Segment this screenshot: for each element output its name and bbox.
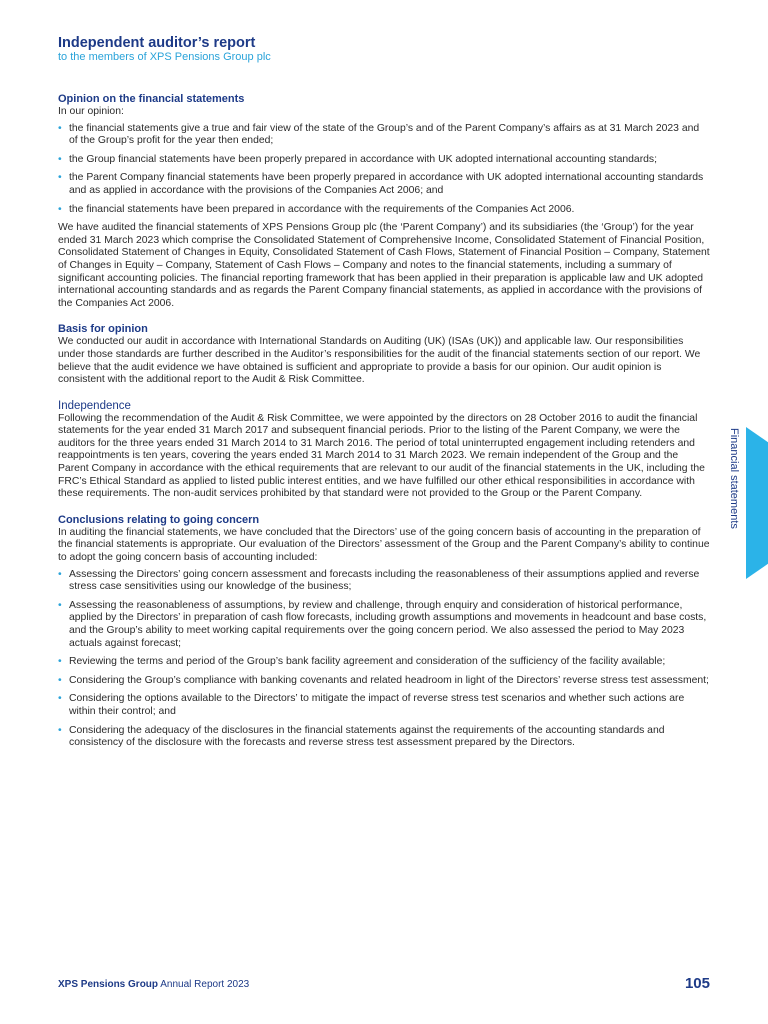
independence-body: Following the recommendation of the Audit & Risk Committee, we were appointed by the directors on 28 October 2016 to audit the financial statements for the year ended 31 March 2017 and subsequent financial periods. Prior to the listing of the Parent Company, we were the auditors for the three years ended 31 March 2014 to 31 March 2016. The period of total uninterrupted engagement including retenders and reappointments is ten years, covering the years ended 31 March 2014 to 31 March 2023. We remain independent of the Group and the Parent Company in accordance with the ethical requirements that are relevant to our audit of the financial statements in the UK, including the FRC’s Ethical Standard as applied to listed public interest entities, and we have fulfilled our other ethical responsibilities in accordance with these requirements. The non-audit services prohibited by that standard were not provided to the Group or the Parent Company. xyxy=(58,412,705,500)
basis-body: We conducted our audit in accordance with International Standards on Auditing (UK) (ISAs (UK)) and applicable law. Our responsibilities under those standards are further described in the Auditor’s responsibilities for the audit of the financial statements section of our report. We believe that the audit evidence we have obtained is sufficient and appropriate to provide a basis for our opinion. Our audit opinion is consistent with the additional report to the Audit & Risk Committee. xyxy=(58,336,701,386)
page-subtitle: to the members of XPS Pensions Group plc xyxy=(58,51,271,63)
independence-section xyxy=(58,399,710,501)
opinion-body: We have audited the financial statements of XPS Pensions Group plc (the ‘Parent Company’) and its subsidiaries (the ‘Group’) for the year ended 31 March 2023 which comprise the Consolidated Statement of Comprehensive Income, Consolidated Statement of Financial Position, Consolidated Statement of Changes in Equity, Consolidated Statement of Cash Flows, Statement of Financial Position – Company, Statement of Changes in Equity – Company, Statement of Cash Flows – Company and notes to the financial statements, including a summary of significant accounting policies. The financial reporting framework that has been applied in their preparation is applicable law and UK adopted international accounting standards and as regards the Parent Company financial statements, as applied in accordance with the provisions of the Companies Act 2006. xyxy=(58,222,710,309)
going-concern-section xyxy=(58,513,710,750)
opinion-bullet: • the financial statements give a true and fair view of the state of the Group’s and of the Parent Company’s affairs as at 31 March 2023 and of the Group’s profit for the year then ended; xyxy=(58,123,710,148)
section-tab-label: Financial statements xyxy=(728,428,740,529)
footer-report-name: Annual Report 2023 xyxy=(160,979,250,990)
opinion-bullet: • the financial statements have been prepared in accordance with the requirements of the Companies Act 2006. xyxy=(58,204,710,217)
opinion-bullet: • the Parent Company financial statements have been properly prepared in accordance with UK adopted international accounting standards and as applied in accordance with the provisions of the Companies Act 2006; and xyxy=(58,172,710,197)
going-concern-bullet: • Reviewing the terms and period of the Group’s bank facility agreement and consideration of the sufficiency of the facility available; xyxy=(58,656,710,669)
basis-section xyxy=(58,322,710,386)
going-concern-bullet: • Assessing the Directors’ going concern assessment and forecasts including the reasonableness of their assumptions applied and reverse stress case sensitivities using our knowledge of the business; xyxy=(58,569,710,594)
going-concern-heading: Conclusions relating to going concern xyxy=(58,513,260,526)
opinion-intro: In our opinion: xyxy=(58,106,124,117)
opinion-section xyxy=(58,92,710,310)
report-body xyxy=(58,92,710,756)
independence-heading: Independence xyxy=(58,399,131,412)
basis-heading: Basis for opinion xyxy=(58,323,148,336)
section-tab xyxy=(746,427,768,579)
going-concern-bullet: • Considering the options available to the Directors’ to mitigate the impact of reverse stress test scenarios and whether such actions are within their control; and xyxy=(58,693,710,718)
opinion-heading: Opinion on the financial statements xyxy=(58,93,245,105)
going-concern-body: In auditing the financial statements, we have concluded that the Directors’ use of the going concern basis of accounting in the preparation of the financial statements is appropriate. Our evaluation of the Directors’ assessment of the Group and the Parent Company’s ability to continue to adopt the going concern basis of accounting included: xyxy=(58,526,710,564)
opinion-list xyxy=(58,123,710,217)
page-number: 105 xyxy=(684,975,710,992)
going-concern-bullet: • Considering the Group’s compliance with banking covenants and related headroom in light of the Directors’ reverse stress test assessment; xyxy=(58,675,710,688)
going-concern-bullet: • Considering the adequacy of the disclosures in the financial statements against the requirements of the accounting standards and consistency of the disclosure with the forecasts and reverse stress test assessment prepared by the Directors. xyxy=(58,725,710,750)
going-concern-list xyxy=(58,569,710,750)
footer-brand-name: XPS Pensions Group xyxy=(58,979,159,990)
page-title: Independent auditor’s report xyxy=(58,35,256,51)
footer-brand xyxy=(58,979,249,990)
going-concern-bullet: • Assessing the reasonableness of assumptions, by review and challenge, through enquiry and consideration of historical performance, applied by the Directors’ in preparation of cash flow forecasts, including growth assumptions and movements in headcount and base costs, and the Group’s ability to meet working capital requirements over the going concern period. We also assessed the period to May 2023 actuals against forecast; xyxy=(58,600,710,650)
opinion-bullet: • the Group financial statements have been properly prepared in accordance with UK adopted international accounting standards; xyxy=(58,154,710,167)
